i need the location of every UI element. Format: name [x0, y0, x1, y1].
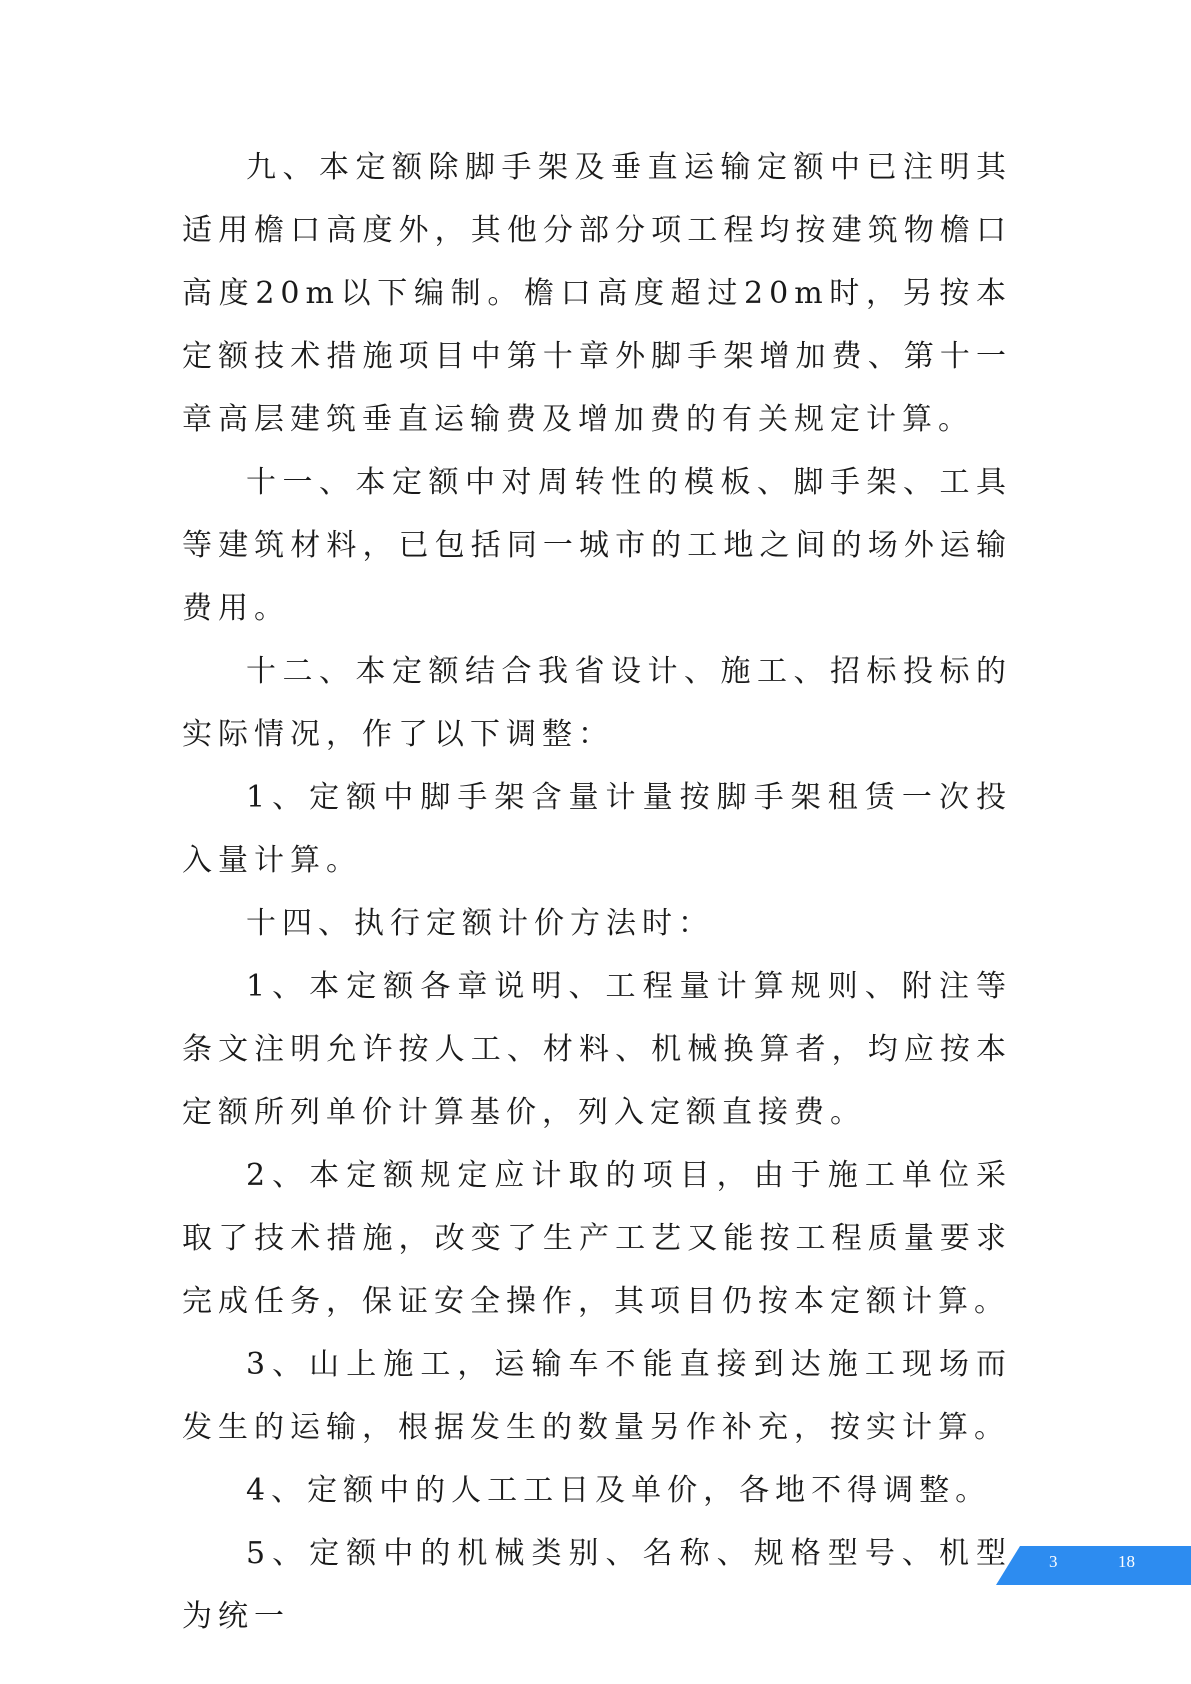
paragraph-11: 十一、本定额中对周转性的模板、脚手架、工具等建筑材料，已包括同一城市的工地之间的场外运输费用。 — [182, 465, 1012, 626]
page-number-badge — [996, 1546, 1191, 1585]
paragraph-14-item-1: 1、本定额各章说明、工程量计算规则、附注等条文注明允许按人工、材料、机械换算者，均应按本定额所列单价计算基价，列入定额直接费。 — [182, 969, 1012, 1130]
paragraph-14-item-4: 4、定额中的人工工日及单价，各地不得调整。 — [246, 1473, 992, 1508]
paragraph-14-item-3: 3、山上施工，运输车不能直接到达施工现场而发生的运输，根据发生的数量另作补充，按实计算。 — [182, 1347, 1012, 1445]
page-number: 3 — [1049, 1552, 1058, 1571]
paragraph-12-item-1: 1、定额中脚手架含量计量按脚手架租赁一次投入量计算。 — [182, 780, 1012, 878]
document-body — [182, 136, 1012, 1648]
paragraph-12: 十二、本定额结合我省设计、施工、招标投标的实际情况，作了以下调整： — [182, 654, 1012, 752]
total-pages: 18 — [1118, 1552, 1135, 1571]
paragraph-14: 十四、执行定额计价方法时： — [246, 906, 714, 941]
paragraph-14-item-2: 2、本定额规定应计取的项目，由于施工单位采取了技术措施，改变了生产工艺又能按工程质量要求完成任务，保证安全操作，其项目仍按本定额计算。 — [182, 1158, 1012, 1319]
paragraph-9: 九、本定额除脚手架及垂直运输定额中已注明其适用檐口高度外，其他分部分项工程均按建筑物檐口高度20m以下编制。檐口高度超过20m时，另按本定额技术措施项目中第十章外脚手架增加费、第十一章高层建筑垂直运输费及增加费的有关规定计算。 — [182, 150, 1012, 437]
paragraph-14-item-5: 5、定额中的机械类别、名称、规格型号、机型为统一 — [182, 1536, 1012, 1634]
